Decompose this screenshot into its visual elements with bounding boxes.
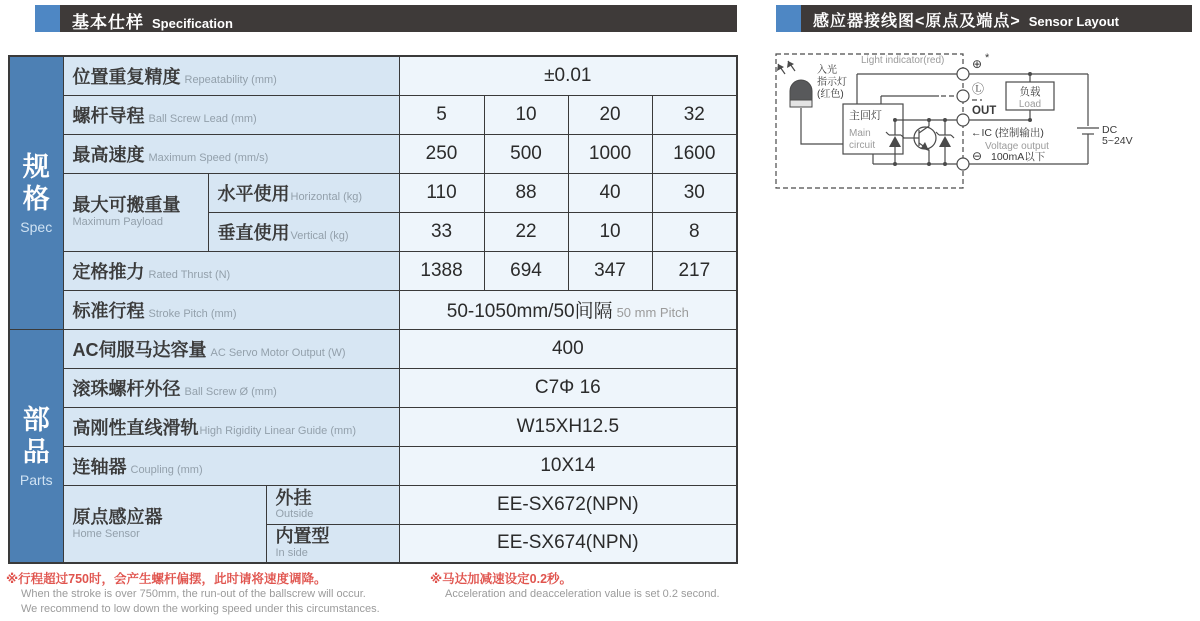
value-speed-3: 1000 [568,134,652,173]
svg-text:OUT: OUT [972,105,997,117]
footnote-acceleration [430,571,720,602]
row-stroke-pitch [9,290,737,329]
value-vertical-4: 8 [652,212,737,251]
junction-dot [943,118,947,122]
svg-text:Main: Main [849,128,871,139]
row-servo-output [9,329,737,368]
value-thrust-3: 347 [568,251,652,290]
svg-text:主回灯: 主回灯 [849,110,882,122]
value-linear-guide: W15XH12.5 [399,407,737,446]
label-servo-output: AC伺服马达容量 AC Servo Motor Output (W) [63,329,399,368]
label-inside: 内置型 In side [266,524,399,563]
row-ball-screw-lead [9,95,737,134]
value-coupling: 10X14 [399,446,737,485]
footnote1-en-line2: We recommend to low down the working speed under this circumstances. [21,603,380,616]
label-horizontal: 水平使用Horizontal (kg) [208,173,399,212]
led-wire [801,108,843,144]
junction-dot [943,162,947,166]
specification-title-en: Specification [152,16,233,31]
sidebar-spec-en: Spec [20,218,53,235]
terminal-l [957,82,984,102]
value-speed-4: 1600 [652,134,737,173]
battery-icon [1077,74,1099,164]
sensor-wiring-diagram [773,46,1200,198]
terminal-minus [957,149,982,170]
footnote2-en: Acceleration and deacceleration value is set 0.2 second. [445,588,720,601]
value-horizontal-1: 110 [399,173,484,212]
row-repeatability [9,56,737,95]
sensor-layout-header-bar [801,5,1192,32]
sidebar-parts [9,329,63,563]
value-ball-screw-dia: C7Φ 16 [399,368,737,407]
label-linear-guide: 高刚性直线滑轨High Rigidity Linear Guide (mm) [63,407,399,446]
svg-text:⊕: ⊕ [972,57,983,71]
current-limit-label: 100mA以下 [991,151,1046,163]
plus-rail [857,74,957,104]
l-rail [881,96,939,104]
label-home-sensor: 原点感应器 Home Sensor [63,485,266,563]
specification-header-bar [60,5,737,32]
sidebar-parts-en: Parts [19,471,53,488]
footnote-stroke-warning [6,571,380,617]
row-home-sensor-outside [9,485,737,524]
spec-table [8,55,738,564]
junction-dot [1028,72,1032,76]
label-rated-thrust: 定格推力 Rated Thrust (N) [63,251,399,290]
value-lead-2: 10 [484,95,568,134]
svg-text:*: * [985,52,990,64]
value-thrust-4: 217 [652,251,737,290]
value-speed-2: 500 [484,134,568,173]
value-stroke-pitch: 50-1050mm/50间隔 50 mm Pitch [399,290,737,329]
value-vertical-2: 22 [484,212,568,251]
led-indicator-icon [777,61,812,107]
label-max-payload: 最大可搬重量 Maximum Payload [63,173,208,251]
value-vertical-3: 10 [568,212,652,251]
footnote2-cn: ※马达加减速设定0.2秒。 [430,572,573,586]
value-servo-output: 400 [399,329,737,368]
row-payload-horizontal [9,173,737,212]
sensor-layout-title-cn: 感应器接线图<原点及端点> [813,13,1021,30]
sidebar-spec-cn: 规格 [22,151,50,215]
light-entry-label-2: 指示灯 [817,77,847,88]
sidebar-parts-cn: 部品 [22,404,50,468]
value-lead-3: 20 [568,95,652,134]
row-max-speed [9,134,737,173]
label-ball-screw-lead: 螺杆导程 Ball Screw Lead (mm) [63,95,399,134]
blue-accent-square [35,5,60,32]
value-inside-sensor: EE-SX674(NPN) [399,524,737,563]
junction-dot [1028,118,1032,122]
row-linear-guide [9,407,737,446]
dc-label-line2: 5~24V [1102,135,1133,147]
value-speed-1: 250 [399,134,484,173]
row-ball-screw-dia [9,368,737,407]
row-coupling [9,446,737,485]
row-rated-thrust [9,251,737,290]
sensor-layout-title-en: Sensor Layout [1028,14,1119,29]
label-outside: 外挂 Outside [266,485,399,524]
label-repeatability: 位置重复精度 Repeatability (mm) [63,56,399,95]
voltage-output-label: Voltage output [985,141,1049,152]
label-ball-screw-dia: 滚珠螺杆外径 Ball Screw Ø (mm) [63,368,399,407]
value-horizontal-3: 40 [568,173,652,212]
value-thrust-2: 694 [484,251,568,290]
value-thrust-1: 1388 [399,251,484,290]
junction-dot [927,162,931,166]
sidebar-spec [9,56,63,329]
blue-accent-square [776,5,801,32]
label-stroke-pitch: 标准行程 Stroke Pitch (mm) [63,290,399,329]
specification-header [35,5,737,32]
light-entry-label-3: (红色) [817,89,844,100]
label-vertical: 垂直使用Vertical (kg) [208,212,399,251]
svg-text:负载: 负载 [1019,86,1041,98]
svg-text:Load: Load [1018,99,1042,110]
label-max-speed: 最高速度 Maximum Speed (mm/s) [63,134,399,173]
light-indicator-en-label: Light indicator(red) [861,55,945,66]
value-repeatability: ±0.01 [399,56,737,95]
value-outside-sensor: EE-SX672(NPN) [399,485,737,524]
footnote1-en-line1: When the stroke is over 750mm, the run-out of the ballscrew will occur. [21,588,366,601]
junction-dot [893,162,897,166]
value-lead-1: 5 [399,95,484,134]
junction-dot [927,118,931,122]
value-vertical-1: 33 [399,212,484,251]
junction-dot [893,118,897,122]
label-coupling: 连轴器 Coupling (mm) [63,446,399,485]
svg-text:circuit: circuit [849,140,876,151]
footnote1-cn: ※行程超过750时，会产生螺杆偏摆，此时请将速度调降。 [6,572,327,586]
load-box [1006,82,1054,110]
dc-label-line1: DC [1102,124,1118,136]
terminal-plus [957,52,990,80]
ic-control-output-label: ←IC (控制输出) [971,127,1044,139]
zener-diode-right [936,120,954,164]
sensor-layout-header [776,5,1192,32]
value-lead-4: 32 [652,95,737,134]
npn-transistor [903,120,936,164]
value-horizontal-4: 30 [652,173,737,212]
svg-text:⊖: ⊖ [972,149,983,163]
specification-title-cn: 基本仕样 [72,13,144,32]
light-entry-label-1: 入光 [817,65,837,76]
value-horizontal-2: 88 [484,173,568,212]
svg-text:Ⓛ: Ⓛ [972,82,985,96]
